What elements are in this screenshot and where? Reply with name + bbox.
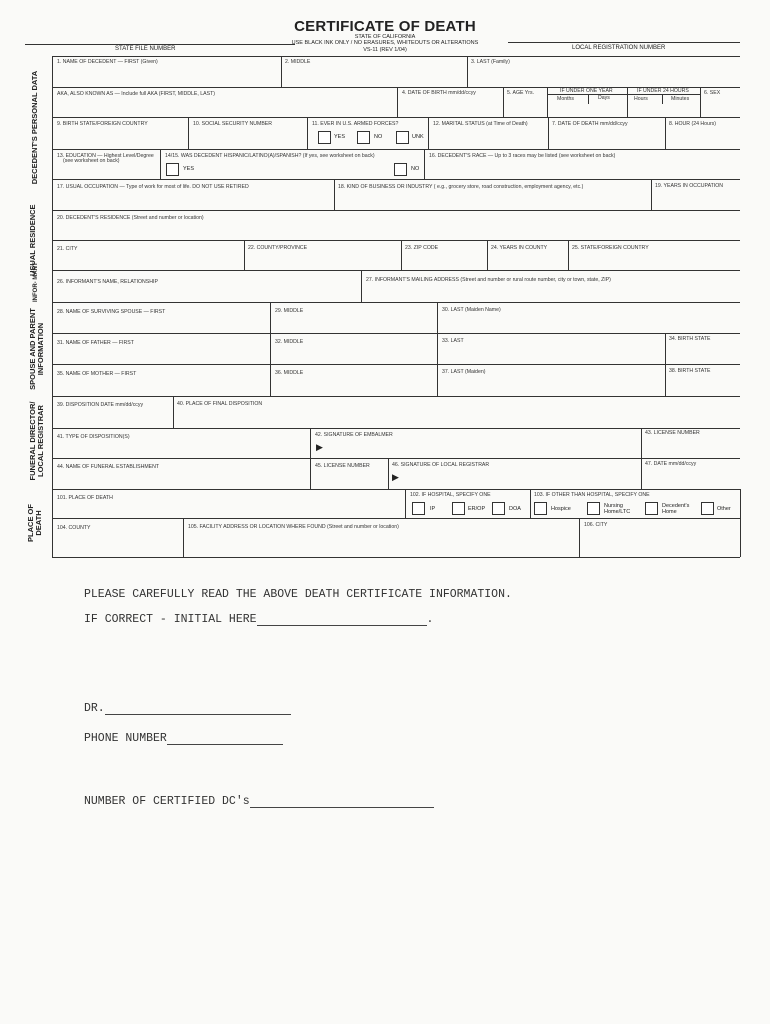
col-divider [173,396,174,428]
days-label: Days [598,95,610,101]
col-divider [487,240,488,270]
row-divider [52,518,740,519]
field-45-label: 45. LICENSE NUMBER [315,463,370,469]
row-divider [52,489,740,490]
note-initial-here-text: IF CORRECT - INITIAL HERE [84,613,257,626]
field-43-label: 43. LICENSE NUMBER [645,430,700,436]
col-divider [579,518,580,557]
dr-line[interactable] [105,704,291,715]
armed-forces-yes-label: YES [334,134,346,140]
field-34-label: 34. BIRTH STATE [669,336,711,342]
field-1-label: 1. NAME OF DECEDENT — FIRST (Given) [57,59,158,65]
field-46-label: 46. SIGNATURE OF LOCAL REGISTRAR [392,462,490,468]
sub-divider [627,94,700,95]
hospital-doa-checkbox[interactable] [492,502,505,515]
other-other-checkbox[interactable] [701,502,714,515]
field-36-label: 36. MIDDLE [275,370,304,376]
sub-divider [588,94,589,104]
col-divider [627,87,628,117]
row-divider [52,210,740,211]
field-8-label: 8. HOUR (24 Hours) [669,121,716,127]
col-divider [310,428,311,489]
grid-top-border [52,56,740,57]
row-divider [52,428,740,429]
initial-line[interactable] [257,615,427,626]
field-41-label: 41. TYPE OF DISPOSITION(S) [57,434,130,440]
field-103-label: 103. IF OTHER THAN HOSPITAL, SPECIFY ONE [534,492,650,498]
field-104-label: 104. COUNTY [57,525,91,531]
field-38-label: 38. BIRTH STATE [669,368,711,374]
col-divider [281,56,282,87]
hospital-doa-label: DOA [509,506,521,512]
hospital-ip-label: IP [430,506,436,512]
col-divider [568,240,569,270]
field-24-label: 24. YEARS IN COUNTY [491,245,548,251]
col-divider [437,302,438,396]
hispanic-yes-checkbox[interactable] [166,163,179,176]
section-usual-residence: USUAL RESIDENCE [28,204,37,276]
sub-divider [662,94,663,104]
row-divider [52,240,740,241]
field-5-label: 5. AGE Yrs. [507,90,535,96]
field-40-label: 40. PLACE OF FINAL DISPOSITION [177,401,263,407]
col-divider [424,149,425,179]
other-home-label: Decedent's Home [662,503,690,515]
field-31-label: 31. NAME OF FATHER — FIRST [57,340,134,346]
other-home-checkbox[interactable] [645,502,658,515]
col-divider [665,117,666,149]
col-divider [160,149,161,179]
field-20-label: 20. DECEDENT'S RESIDENCE (Street and number or location) [57,215,204,221]
field-12-label: 12. MARITAL STATUS (at Time of Death) [433,121,528,127]
section-place-of-death: PLACE OF DEATH [26,504,43,542]
under-one-year-label: IF UNDER ONE YEAR [560,88,613,94]
row-divider [52,333,740,334]
state-file-line [25,44,295,45]
field-2-label: 2. MIDDLE [285,59,311,65]
field-10-label: 10. SOCIAL SECURITY NUMBER [193,121,272,127]
hospital-ip-checkbox[interactable] [412,502,425,515]
sub-divider [547,94,627,95]
registrar-arrow-icon: ▶ [392,472,399,482]
section-spouse-parent: SPOUSE AND PARENT INFORMATION [28,308,45,390]
note-phone-text: PHONE NUMBER [84,732,167,745]
field-35-label: 35. NAME OF MOTHER — FIRST [57,371,137,377]
grid-right-border [740,489,741,557]
col-divider [183,518,184,557]
aka-label: AKA, ALSO KNOWN AS — Include full AKA (FIRST, MIDDLE, LAST) [57,91,215,97]
col-divider [307,117,308,149]
field-102-label: 102. IF HOSPITAL, SPECIFY ONE [410,492,491,498]
col-divider [530,489,531,518]
field-47-label: 47. DATE mm/dd/ccyy [645,461,697,467]
field-39-label: 39. DISPOSITION DATE mm/dd/ccyy [57,402,144,408]
armed-forces-no-label: NO [374,134,383,140]
hispanic-no-checkbox[interactable] [394,163,407,176]
row-divider [52,179,740,180]
col-divider [700,87,701,117]
armed-forces-yes-checkbox[interactable] [318,131,331,144]
col-divider [548,117,549,149]
row-divider [52,302,740,303]
other-other-label: Other [717,506,731,512]
col-divider [270,302,271,396]
armed-forces-unk-label: UNK [412,134,424,140]
field-13-label: 13. EDUCATION — Highest Level/Degree [57,153,154,159]
row-divider [52,396,740,397]
hispanic-no-label: NO [411,166,420,172]
note-certified [84,795,434,808]
field-37-label: 37. LAST (Maiden) [442,369,486,375]
local-reg-line [508,42,740,43]
field-7-label: 7. DATE OF DEATH mm/dd/ccyy [552,121,628,127]
row-divider [52,117,740,118]
field-32-label: 32. MIDDLE [275,339,304,345]
other-nursing-checkbox[interactable] [587,502,600,515]
row-divider [52,270,740,271]
col-divider [503,87,504,117]
section-informant: INFOR- MANT [33,262,39,302]
field-27-label: 27. INFORMANT'S MAILING ADDRESS (Street and number or rural route number, city or town, state, ZIP) [366,277,611,283]
col-divider [428,117,429,149]
field-4-label: 4. DATE OF BIRTH mm/dd/ccyy [402,90,476,96]
hospital-erop-label: ER/OP [468,506,486,512]
note-phone [84,732,283,745]
field-106-label: 106. CITY [584,522,608,528]
field-18-label: 18. KIND OF BUSINESS OR INDUSTRY ( e.g., grocery store, road construction, employment agency, etc.) [338,184,584,190]
hours-label: Hours [634,96,648,102]
field-105-label: 105. FACILITY ADDRESS OR LOCATION WHERE FOUND (Street and number or location) [188,524,399,530]
field-23-label: 23. ZIP CODE [405,245,439,251]
field-29-label: 29. MIDDLE [275,308,304,314]
note-dr [84,702,291,715]
field-30-label: 30. LAST (Maiden Name) [442,307,501,313]
field-21-label: 21. CITY [57,246,78,252]
col-divider [467,56,468,87]
armed-forces-no-checkbox[interactable] [357,131,370,144]
field-3-label: 3. LAST (Family) [471,59,510,65]
field-9-label: 9. BIRTH STATE/FOREIGN COUNTRY [57,121,148,127]
state-file-number-label: STATE FILE NUMBER [115,46,176,52]
col-divider [641,428,642,489]
col-divider [665,333,666,396]
col-divider [244,240,245,270]
note-initial-here: IF CORRECT - INITIAL HERE . [84,613,434,626]
col-divider [547,87,548,117]
field-25-label: 25. STATE/FOREIGN COUNTRY [572,245,649,251]
col-divider [651,179,652,210]
field-1415-label: 14/15. WAS DECEDENT HISPANIC/LATINO(A)/SPANISH? (If yes, see worksheet on back) [165,153,375,159]
field-101-label: 101. PLACE OF DEATH [57,495,113,501]
field-13-note: (see worksheet on back) [63,158,120,164]
hospital-erop-checkbox[interactable] [452,502,465,515]
field-26-label: 26. INFORMANT'S NAME, RELATIONSHIP [57,279,158,285]
hispanic-yes-label: YES [183,166,195,172]
form-title: CERTIFICATE OF DEATH [294,18,476,35]
section-personal-data: DECEDENT'S PERSONAL DATA [30,70,39,185]
row-divider [52,458,740,459]
row-divider [52,364,740,365]
field-28-label: 28. NAME OF SURVIVING SPOUSE — FIRST [57,309,166,315]
note-certified-text: NUMBER OF CERTIFIED DC's [84,795,250,808]
col-divider [188,117,189,149]
grid-left-border [52,56,53,557]
minutes-label: Minutes [671,96,690,102]
signature-arrow-icon: ▶ [316,442,323,452]
under-24-hours-label: IF UNDER 24 HOURS [637,88,689,94]
field-17-label: 17. USUAL OCCUPATION — Type of work for most of life. DO NOT USE RETIRED [57,184,249,190]
certified-line[interactable] [250,797,434,808]
form-id: VS-11 (REV 1/04) [363,47,407,53]
other-hospice-label: Hospice [551,506,571,512]
local-registration-label: LOCAL REGISTRATION NUMBER [572,45,666,51]
field-19-label: 19. YEARS IN OCCUPATION [655,183,724,189]
col-divider [334,179,335,210]
field-16-label: 16. DECEDENT'S RACE — Up to 3 races may be listed (see worksheet on back) [429,153,616,159]
state-label: STATE OF CALIFORNIA [354,34,416,40]
other-hospice-checkbox[interactable] [534,502,547,515]
col-divider [397,87,398,117]
col-divider [361,270,362,302]
other-nursing-label: Nursing Home/LTC [604,503,631,515]
ink-instructions: USE BLACK INK ONLY / NO ERASURES, WHITEOUTS OR ALTERATIONS [291,40,479,46]
field-33-label: 33. LAST [442,338,464,344]
row-divider [52,149,740,150]
months-label: Months [557,96,575,102]
row-divider [52,557,740,558]
armed-forces-unk-checkbox[interactable] [396,131,409,144]
field-11-label: 11. EVER IN U.S. ARMED FORCES? [312,121,399,127]
field-6-label: 6. SEX [704,90,721,96]
col-divider [405,489,406,518]
field-44-label: 44. NAME OF FUNERAL ESTABLISHMENT [57,464,160,470]
field-42-label: 42. SIGNATURE OF EMBALMER [315,432,393,438]
note-read-carefully: PLEASE CAREFULLY READ THE ABOVE DEATH CERTIFICATE INFORMATION. [84,588,512,601]
col-divider [401,240,402,270]
phone-line[interactable] [167,734,283,745]
field-22-label: 22. COUNTY/PROVINCE [248,245,308,251]
section-funeral-registrar: FUNERAL DIRECTOR/ LOCAL REGISTRAR [28,401,45,481]
note-dr-text: DR. [84,702,105,715]
col-divider [388,458,389,489]
